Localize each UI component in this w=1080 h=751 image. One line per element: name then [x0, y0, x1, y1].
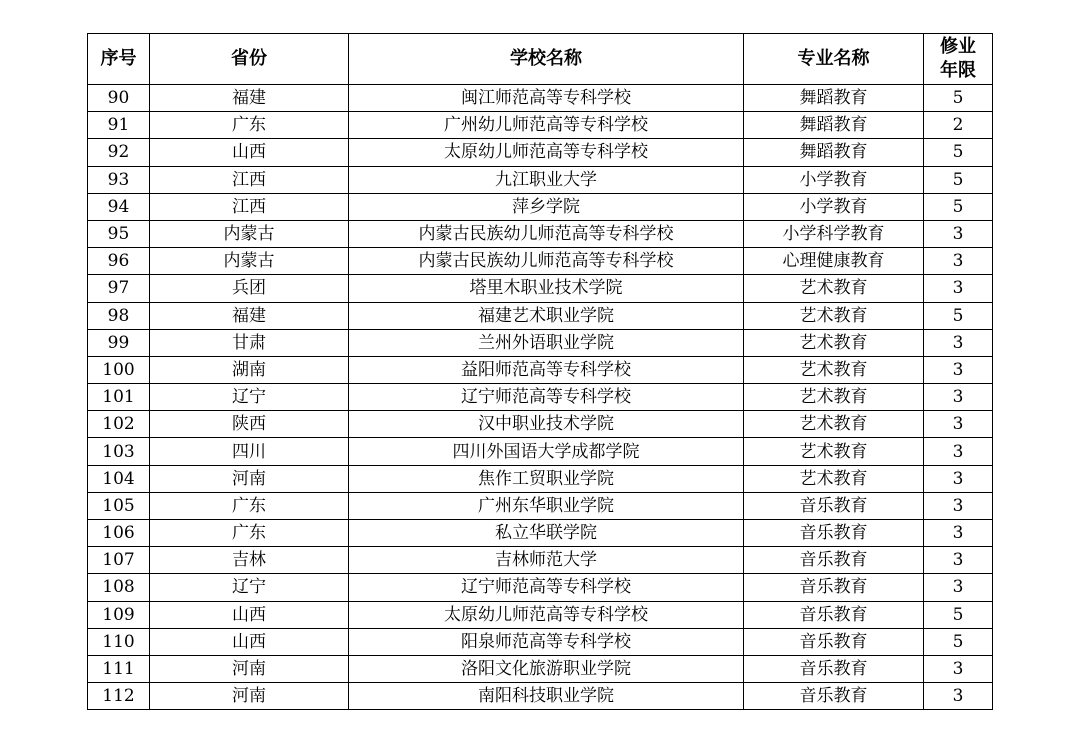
cell-serial-number: 92: [88, 139, 150, 166]
cell-school-name: 太原幼儿师范高等专科学校: [349, 601, 744, 628]
cell-serial-number: 109: [88, 601, 150, 628]
cell-major-name: 舞蹈教育: [744, 112, 924, 139]
cell-study-years: 5: [924, 85, 993, 112]
cell-province: 四川: [150, 438, 349, 465]
cell-major-name: 小学教育: [744, 193, 924, 220]
cell-study-years: 3: [924, 438, 993, 465]
cell-study-years: 3: [924, 492, 993, 519]
cell-province: 河南: [150, 655, 349, 682]
cell-province: 广东: [150, 520, 349, 547]
cell-school-name: 吉林师范大学: [349, 547, 744, 574]
table-row: [88, 411, 993, 438]
cell-province: 甘肃: [150, 329, 349, 356]
cell-major-name: 音乐教育: [744, 520, 924, 547]
cell-school-name: 汉中职业技术学院: [349, 411, 744, 438]
cell-province: 吉林: [150, 547, 349, 574]
cell-serial-number: 108: [88, 574, 150, 601]
cell-study-years: 3: [924, 356, 993, 383]
cell-school-name: 闽江师范高等专科学校: [349, 85, 744, 112]
cell-school-name: 福建艺术职业学院: [349, 302, 744, 329]
header-study-years-label: 修业年限: [940, 36, 976, 81]
cell-school-name: 四川外国语大学成都学院: [349, 438, 744, 465]
cell-school-name: 焦作工贸职业学院: [349, 465, 744, 492]
cell-study-years: 5: [924, 628, 993, 655]
table-row: [88, 683, 993, 710]
table-row: [88, 547, 993, 574]
cell-major-name: 小学科学教育: [744, 220, 924, 247]
table-row: [88, 193, 993, 220]
cell-province: 山西: [150, 601, 349, 628]
cell-major-name: 音乐教育: [744, 547, 924, 574]
cell-study-years: 3: [924, 520, 993, 547]
table-row: [88, 520, 993, 547]
cell-major-name: 音乐教育: [744, 574, 924, 601]
cell-province: 湖南: [150, 356, 349, 383]
cell-major-name: 艺术教育: [744, 275, 924, 302]
table-row: [88, 655, 993, 682]
table-row: [88, 166, 993, 193]
cell-study-years: 3: [924, 384, 993, 411]
cell-major-name: 艺术教育: [744, 384, 924, 411]
table-row: [88, 275, 993, 302]
cell-major-name: 艺术教育: [744, 465, 924, 492]
cell-province: 兵团: [150, 275, 349, 302]
cell-school-name: 广州东华职业学院: [349, 492, 744, 519]
cell-province: 辽宁: [150, 384, 349, 411]
header-province: 省份: [150, 34, 349, 85]
cell-major-name: 艺术教育: [744, 356, 924, 383]
header-study-years: [924, 34, 993, 85]
table-row: [88, 112, 993, 139]
table-row: [88, 628, 993, 655]
cell-major-name: 艺术教育: [744, 329, 924, 356]
cell-study-years: 3: [924, 683, 993, 710]
cell-school-name: 太原幼儿师范高等专科学校: [349, 139, 744, 166]
cell-serial-number: 95: [88, 220, 150, 247]
cell-serial-number: 103: [88, 438, 150, 465]
cell-study-years: 5: [924, 302, 993, 329]
cell-major-name: 音乐教育: [744, 492, 924, 519]
cell-major-name: 心理健康教育: [744, 248, 924, 275]
cell-major-name: 音乐教育: [744, 601, 924, 628]
cell-province: 江西: [150, 193, 349, 220]
cell-study-years: 5: [924, 193, 993, 220]
cell-school-name: 广州幼儿师范高等专科学校: [349, 112, 744, 139]
cell-major-name: 舞蹈教育: [744, 85, 924, 112]
cell-school-name: 塔里木职业技术学院: [349, 275, 744, 302]
cell-school-name: 洛阳文化旅游职业学院: [349, 655, 744, 682]
cell-province: 河南: [150, 683, 349, 710]
header-school-name: 学校名称: [349, 34, 744, 85]
cell-school-name: 私立华联学院: [349, 520, 744, 547]
cell-school-name: 益阳师范高等专科学校: [349, 356, 744, 383]
cell-school-name: 内蒙古民族幼儿师范高等专科学校: [349, 248, 744, 275]
cell-study-years: 3: [924, 248, 993, 275]
cell-major-name: 小学教育: [744, 166, 924, 193]
cell-study-years: 5: [924, 601, 993, 628]
cell-serial-number: 106: [88, 520, 150, 547]
cell-school-name: 南阳科技职业学院: [349, 683, 744, 710]
cell-serial-number: 110: [88, 628, 150, 655]
table-row: [88, 302, 993, 329]
table-row: [88, 139, 993, 166]
cell-serial-number: 102: [88, 411, 150, 438]
cell-study-years: 3: [924, 220, 993, 247]
cell-study-years: 5: [924, 166, 993, 193]
cell-study-years: 3: [924, 574, 993, 601]
cell-serial-number: 94: [88, 193, 150, 220]
header-serial-number: 序号: [88, 34, 150, 85]
header-row: [88, 34, 993, 85]
cell-serial-number: 99: [88, 329, 150, 356]
table-row: [88, 438, 993, 465]
cell-study-years: 3: [924, 465, 993, 492]
cell-serial-number: 101: [88, 384, 150, 411]
table-header: [88, 34, 993, 85]
cell-serial-number: 90: [88, 85, 150, 112]
cell-province: 内蒙古: [150, 220, 349, 247]
table-row: [88, 492, 993, 519]
cell-province: 陕西: [150, 411, 349, 438]
table-row: [88, 220, 993, 247]
cell-serial-number: 96: [88, 248, 150, 275]
cell-major-name: 音乐教育: [744, 683, 924, 710]
cell-serial-number: 100: [88, 356, 150, 383]
cell-school-name: 萍乡学院: [349, 193, 744, 220]
cell-school-name: 辽宁师范高等专科学校: [349, 574, 744, 601]
cell-school-name: 阳泉师范高等专科学校: [349, 628, 744, 655]
table-row: [88, 384, 993, 411]
cell-serial-number: 98: [88, 302, 150, 329]
cell-serial-number: 111: [88, 655, 150, 682]
cell-school-name: 兰州外语职业学院: [349, 329, 744, 356]
cell-study-years: 3: [924, 547, 993, 574]
table-row: [88, 465, 993, 492]
cell-study-years: 3: [924, 655, 993, 682]
cell-serial-number: 112: [88, 683, 150, 710]
cell-serial-number: 91: [88, 112, 150, 139]
cell-major-name: 艺术教育: [744, 438, 924, 465]
cell-province: 河南: [150, 465, 349, 492]
cell-province: 山西: [150, 139, 349, 166]
cell-major-name: 舞蹈教育: [744, 139, 924, 166]
cell-school-name: 内蒙古民族幼儿师范高等专科学校: [349, 220, 744, 247]
cell-study-years: 3: [924, 275, 993, 302]
cell-study-years: 2: [924, 112, 993, 139]
cell-serial-number: 97: [88, 275, 150, 302]
cell-serial-number: 104: [88, 465, 150, 492]
cell-province: 辽宁: [150, 574, 349, 601]
cell-serial-number: 93: [88, 166, 150, 193]
cell-serial-number: 105: [88, 492, 150, 519]
header-major-name: 专业名称: [744, 34, 924, 85]
cell-school-name: 辽宁师范高等专科学校: [349, 384, 744, 411]
table-row: [88, 574, 993, 601]
cell-province: 内蒙古: [150, 248, 349, 275]
cell-province: 福建: [150, 302, 349, 329]
cell-province: 广东: [150, 492, 349, 519]
cell-province: 山西: [150, 628, 349, 655]
table-row: [88, 601, 993, 628]
table-row: [88, 248, 993, 275]
table-body: [88, 85, 993, 710]
cell-major-name: 艺术教育: [744, 302, 924, 329]
cell-study-years: 5: [924, 139, 993, 166]
table-row: [88, 329, 993, 356]
cell-province: 广东: [150, 112, 349, 139]
cell-study-years: 3: [924, 411, 993, 438]
cell-province: 福建: [150, 85, 349, 112]
table-row: [88, 85, 993, 112]
table-row: [88, 356, 993, 383]
cell-major-name: 音乐教育: [744, 655, 924, 682]
document-table: [87, 33, 993, 710]
cell-serial-number: 107: [88, 547, 150, 574]
cell-major-name: 音乐教育: [744, 628, 924, 655]
cell-school-name: 九江职业大学: [349, 166, 744, 193]
cell-major-name: 艺术教育: [744, 411, 924, 438]
cell-study-years: 3: [924, 329, 993, 356]
cell-province: 江西: [150, 166, 349, 193]
